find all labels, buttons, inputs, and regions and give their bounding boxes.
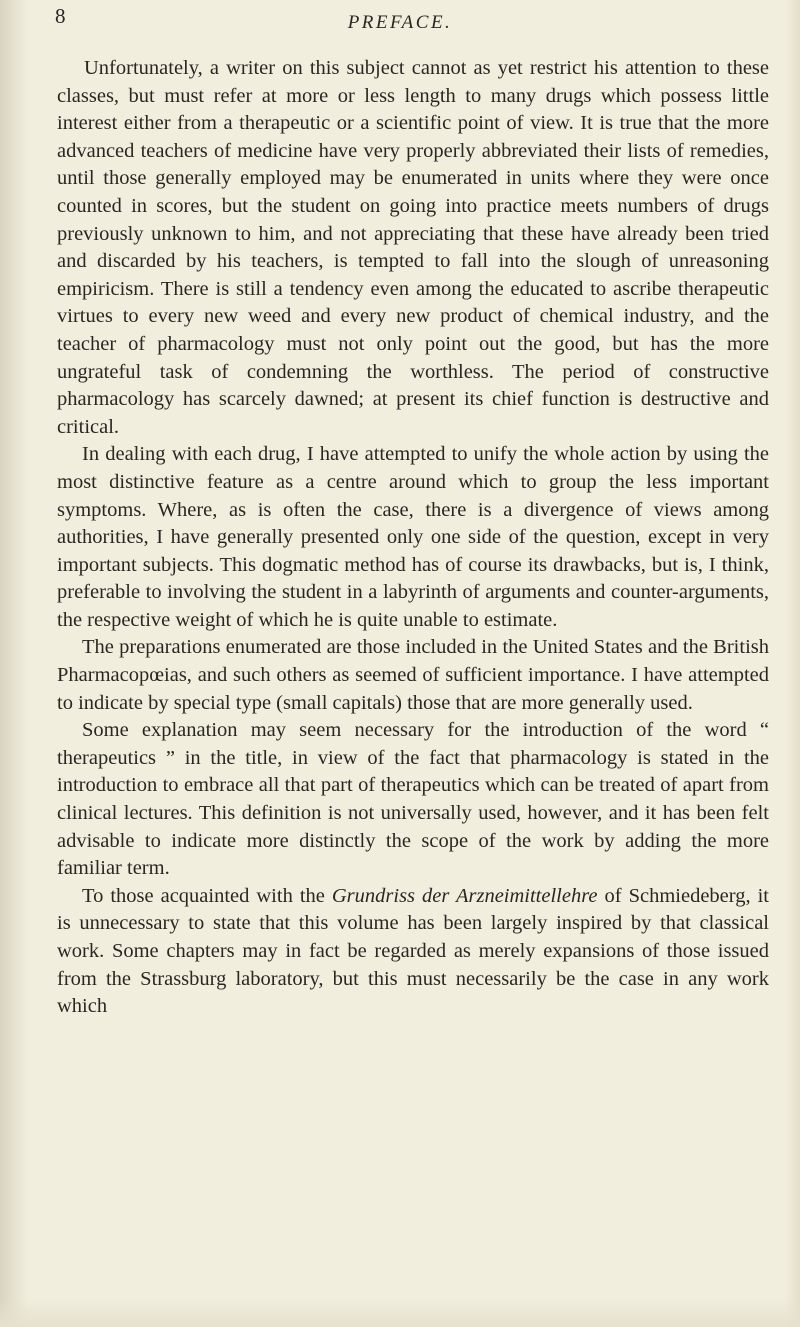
page-bottom-shadow xyxy=(0,1297,800,1327)
paragraph-4 xyxy=(57,717,769,883)
paragraph-text: To those acquainted with the xyxy=(82,884,332,907)
paragraph-text: Some explanation may seem necessary for the introduction of the word “ therapeutics ” in the title, in view of the fact that pharmacology is stated in the introduction to embrace all that part of therapeutics which can be treated of apart from clinical lectures. This definition is not universally used, however, and it has been felt advisable to indicate more distinctly the scope of the work by adding the more familiar term. xyxy=(57,719,769,880)
paragraph-2 xyxy=(57,441,769,634)
body-text xyxy=(57,55,769,1021)
paragraph-1 xyxy=(57,55,769,441)
running-head: PREFACE. xyxy=(347,12,453,33)
page-gutter-shadow xyxy=(0,0,28,1327)
page-edge-shadow xyxy=(786,0,800,1327)
paragraph-text: of Schmiedeberg, it is unnecessary to state that this volume has been largely inspired by that classical work. Some chapters may in fact be regarded as merely expansions of those issued from the Strassburg laboratory, but this must necessarily be the case in any work which xyxy=(57,884,769,1018)
paragraph-text: The preparations enumerated are those included in the United States and the British Pharmacopœias, and such others as seemed of sufficient importance. I have attempted to indicate by special type (small capitals) those that are more generally used. xyxy=(57,636,769,714)
paragraph-3 xyxy=(57,634,769,717)
book-title-italic: Grundriss der Arzneimittellehre xyxy=(331,884,598,907)
page-number: 8 xyxy=(55,4,66,28)
paragraph-5 xyxy=(57,883,769,1021)
paragraph-text: Unfortunately, a writer on this subject cannot as yet restrict his attention to these classes, but must refer at more or less length to many drugs which possess little interest either from a therapeutic or a scientific point of view. It is true that the more advanced teachers of medicine have very properly abbreviated their lists of remedies, until those generally employed may be enumerated in units where they were once counted in scores, but the student on going into practice meets numbers of drugs previously unknown to him, and not appreciating that these have already been tried and discarded by his teachers, is tempted to fall into the slough of unreasoning empiricism. There is still a tendency even among the educated to ascribe therapeutic virtues to every new weed and every new product of chemical industry, and the teacher of pharmacology must not only point out the good, but has the more ungrateful task of condemning the worthless. The period of constructive pharmacology has scarcely dawned; at present its chief function is destructive and critical. xyxy=(57,57,769,438)
paragraph-text: In dealing with each drug, I have attempted to unify the whole action by using the most distinctive feature as a centre around which to group the less important symptoms. Where, as is often the case, there is a divergence of views among authorities, I have generally presented only one side of the question, except in very important subjects. This dogmatic method has of course its drawbacks, but is, I think, preferable to involving the student in a labyrinth of arguments and counter-arguments, the respective weight of which he is quite unable to estimate. xyxy=(57,443,769,631)
